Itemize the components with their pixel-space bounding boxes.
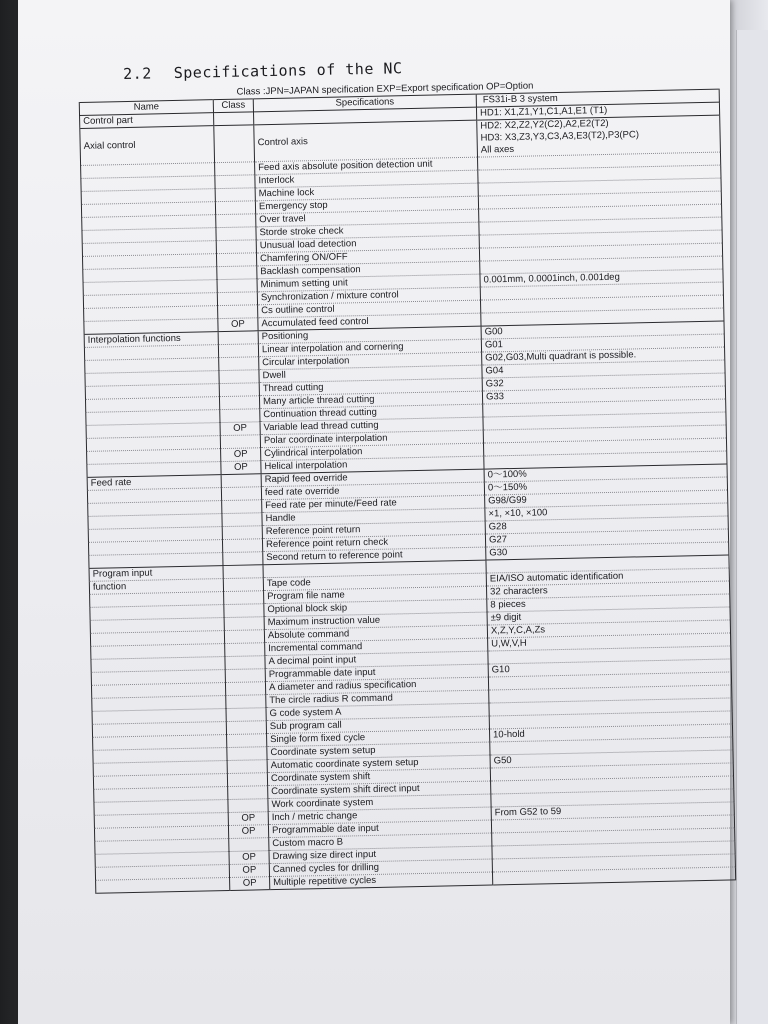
class-cell — [223, 552, 263, 566]
spec-value-line: 10-hold — [492, 728, 525, 741]
spec-value-line: 0.001mm, 0.0001inch, 0.001deg — [483, 271, 620, 286]
class-cell: OP — [230, 877, 270, 891]
class-cell — [219, 357, 259, 371]
spec-value-line: G04 — [485, 365, 504, 377]
spec-value-cell — [477, 115, 721, 157]
spec-value-line: All axes — [480, 143, 515, 156]
spec-value-line: X,Z,Y,C,A,Zs — [490, 624, 546, 637]
class-cell — [221, 487, 261, 501]
class-cell: OP — [229, 864, 269, 878]
spec-item-cell: Work coordinate system — [268, 794, 491, 812]
class-cell — [219, 396, 259, 410]
class-cell — [222, 513, 262, 527]
spec-item-cell: Cylindrical interpolation — [261, 443, 484, 461]
spec-value-line: HD2: X2,Z2,Y2(C2),A2,E2(T2) — [480, 117, 609, 132]
spec-value-line: 0～150% — [487, 481, 528, 494]
header-name: Name — [79, 100, 213, 116]
class-cell — [221, 474, 261, 488]
spec-item-cell: Many article thread cutting — [259, 391, 482, 409]
spec-table-body — [80, 102, 736, 893]
class-cell: OP — [221, 448, 261, 462]
spec-item-cell: Optional block skip — [264, 599, 487, 617]
spec-item-cell: Handle — [262, 508, 485, 526]
class-cell: OP — [229, 851, 269, 865]
spec-item-cell: Canned cycles for drilling — [269, 859, 492, 877]
spec-item-cell: Inch / metric change — [268, 807, 491, 825]
class-cell: OP — [228, 812, 268, 826]
spec-value-line: 32 characters — [489, 585, 548, 598]
spec-item-cell: Interlock — [255, 170, 478, 188]
spec-value-line: G10 — [491, 664, 510, 676]
class-cell — [216, 214, 256, 228]
spec-item-cell: Machine lock — [255, 183, 478, 201]
spec-item-cell: Tape code — [263, 573, 486, 591]
spec-item-cell: Program file name — [264, 586, 487, 604]
spec-item-cell: Coordinate system shift — [267, 768, 490, 786]
spec-item-cell: Incremental command — [265, 638, 488, 656]
spec-item-cell: Reference point return — [262, 521, 485, 539]
spec-value-line: G30 — [489, 547, 508, 559]
class-cell: OP — [218, 318, 258, 332]
header-specifications: Specifications — [253, 94, 476, 112]
class-cell — [214, 125, 255, 163]
class-cell — [229, 838, 269, 852]
section-name-cell: Feed rate — [87, 475, 221, 491]
spec-item-cell: Coordinate system setup — [267, 742, 490, 760]
section-title: Specifications of the NC — [173, 59, 403, 82]
section-name-cell — [96, 878, 230, 894]
spec-item-cell: Variable lead thread cutting — [260, 417, 483, 435]
class-cell — [222, 526, 262, 540]
spec-item-cell: Polar coordinate interpolation — [260, 430, 483, 448]
spec-item-cell: Chamfering ON/OFF — [256, 248, 479, 266]
spec-value-line: G28 — [488, 521, 507, 533]
spec-item-cell: Cs outline control — [258, 300, 481, 318]
class-cell — [216, 227, 256, 241]
class-cell — [217, 292, 257, 306]
spec-value-line: G01 — [484, 339, 504, 351]
class-cell — [228, 799, 268, 813]
class-cell — [227, 760, 267, 774]
class-cell — [220, 435, 260, 449]
spec-item-cell: Feed axis absolute position detection unit — [255, 157, 478, 175]
spec-item-cell: G code system A — [266, 703, 489, 721]
class-cell — [227, 773, 267, 787]
spec-value-line: G32 — [485, 378, 504, 390]
spec-item-cell: Automatic coordinate system setup — [267, 755, 490, 773]
spec-item-cell: Storde stroke check — [256, 222, 479, 240]
spec-item-cell: Accumulated feed control — [258, 313, 481, 331]
spec-item-cell: Single form fixed cycle — [267, 729, 490, 747]
spec-item-cell: Positioning — [258, 326, 481, 344]
spec-item-cell: Emergency stop — [255, 196, 478, 214]
spec-value-line: 8 pieces — [490, 598, 526, 611]
spec-item-cell: Custom macro B — [269, 833, 492, 851]
class-cell — [225, 682, 265, 696]
spec-item-cell: Backlash compensation — [257, 261, 480, 279]
class-cell: OP — [220, 422, 260, 436]
spec-value-line: G00 — [484, 326, 503, 338]
class-cell: OP — [221, 461, 261, 475]
class-cell — [224, 617, 264, 631]
spec-item-cell: Second return to reference point — [263, 547, 486, 565]
spec-value-line: G02,G03,Multi quadrant is possible. — [485, 349, 637, 364]
class-cell — [218, 331, 258, 345]
class-cell — [228, 786, 268, 800]
spec-value-line: HD1: X1,Z1,Y1,C1,A1,E1 (T1) — [479, 104, 608, 119]
class-legend: Class :JPN=JAPAN specification EXP=Export specification OP=Option — [236, 80, 534, 98]
spec-item-cell: Unusual load detection — [256, 235, 479, 253]
spec-value-line: From G52 to 59 — [494, 806, 562, 819]
section-number: 2.2 — [122, 64, 152, 84]
class-cell — [226, 708, 266, 722]
section-name-cell: function — [89, 579, 223, 595]
spec-item-cell: Synchronization / mixture control — [257, 287, 480, 305]
spec-value-line: 0～100% — [487, 468, 527, 481]
class-cell — [217, 266, 257, 280]
spec-value-line: G98/G99 — [488, 494, 527, 507]
spec-value-line: G27 — [488, 534, 508, 546]
class-cell — [218, 305, 258, 319]
spec-item-cell: Continuation thread cutting — [260, 404, 483, 422]
spec-item-cell: Programmable date input — [265, 664, 488, 682]
section-name-cell: Axial control — [80, 126, 215, 166]
document-page — [18, 0, 730, 1024]
class-cell — [214, 112, 254, 126]
class-cell — [223, 578, 263, 592]
class-cell — [215, 201, 255, 215]
spec-item-cell: Minimum setting unit — [257, 274, 480, 292]
spec-item-cell: Drawing size direct input — [269, 846, 492, 864]
class-cell — [224, 591, 264, 605]
section-name-cell: Interpolation functions — [84, 332, 218, 348]
class-cell — [226, 695, 266, 709]
spec-value-line: U,W,V,H — [491, 637, 527, 650]
spec-item-cell: Feed rate per minute/Feed rate — [262, 495, 485, 513]
spec-item-cell: Reference point return check — [262, 534, 485, 552]
class-cell — [226, 721, 266, 735]
spec-item-cell: feed rate override — [261, 482, 484, 500]
class-cell — [216, 253, 256, 267]
class-cell — [220, 409, 260, 423]
section-name-cell: Program input — [89, 566, 223, 582]
spec-item-cell: Multiple repetitive cycles — [270, 872, 493, 890]
spec-item-cell: The circle radius R command — [266, 690, 489, 708]
spec-item-cell: Linear interpolation and cornering — [258, 339, 481, 357]
class-cell — [223, 565, 263, 579]
class-cell — [215, 162, 255, 176]
spec-item-cell: A decimal point input — [265, 651, 488, 669]
class-cell: OP — [228, 825, 268, 839]
spec-item-cell: Dwell — [259, 365, 482, 383]
section-name-cell: Control part — [80, 113, 214, 129]
class-cell — [215, 188, 255, 202]
class-cell — [225, 656, 265, 670]
header-model: FS31i-B 3 system — [476, 89, 719, 107]
spec-value-line: G33 — [485, 391, 505, 403]
class-cell — [219, 370, 259, 384]
spec-table — [79, 89, 736, 894]
spec-item-cell: Thread cutting — [259, 378, 482, 396]
spec-item-cell: Control axis — [254, 120, 478, 162]
spec-item-cell: Absolute command — [264, 625, 487, 643]
class-cell — [225, 669, 265, 683]
spec-value-line: ±9 digit — [490, 611, 522, 624]
class-cell — [218, 344, 258, 358]
class-cell — [222, 539, 262, 553]
class-cell — [224, 604, 264, 618]
class-cell — [216, 240, 256, 254]
class-cell — [219, 383, 259, 397]
spec-item-cell: Maximum instruction value — [264, 612, 487, 630]
spec-value-line: HD3: X3,Z3,Y3,C3,A3,E3(T2),P3(PC) — [480, 129, 640, 144]
header-class: Class — [213, 99, 253, 113]
class-cell — [215, 175, 255, 189]
spec-item-cell: Sub program call — [266, 716, 489, 734]
spec-item-cell: Programmable date input — [268, 820, 491, 838]
class-cell — [227, 747, 267, 761]
spec-item-cell: Helical interpolation — [261, 456, 484, 474]
spec-item-cell: Circular interpolation — [259, 352, 482, 370]
spec-document — [78, 52, 745, 893]
spec-value-line: ×1, ×10, ×100 — [488, 507, 548, 520]
spec-item-cell: Coordinate system shift direct input — [268, 781, 491, 799]
spec-item-cell: A diameter and radius specification — [265, 677, 488, 695]
class-cell — [222, 500, 262, 514]
class-cell — [217, 279, 257, 293]
class-cell — [225, 643, 265, 657]
spec-item-cell: Over travel — [256, 209, 479, 227]
class-cell — [224, 630, 264, 644]
spec-value-line: G50 — [493, 755, 512, 767]
spec-item-cell: Rapid feed override — [261, 469, 484, 487]
spec-value-line: EIA/ISO automatic identification — [489, 570, 624, 585]
class-cell — [227, 734, 267, 748]
